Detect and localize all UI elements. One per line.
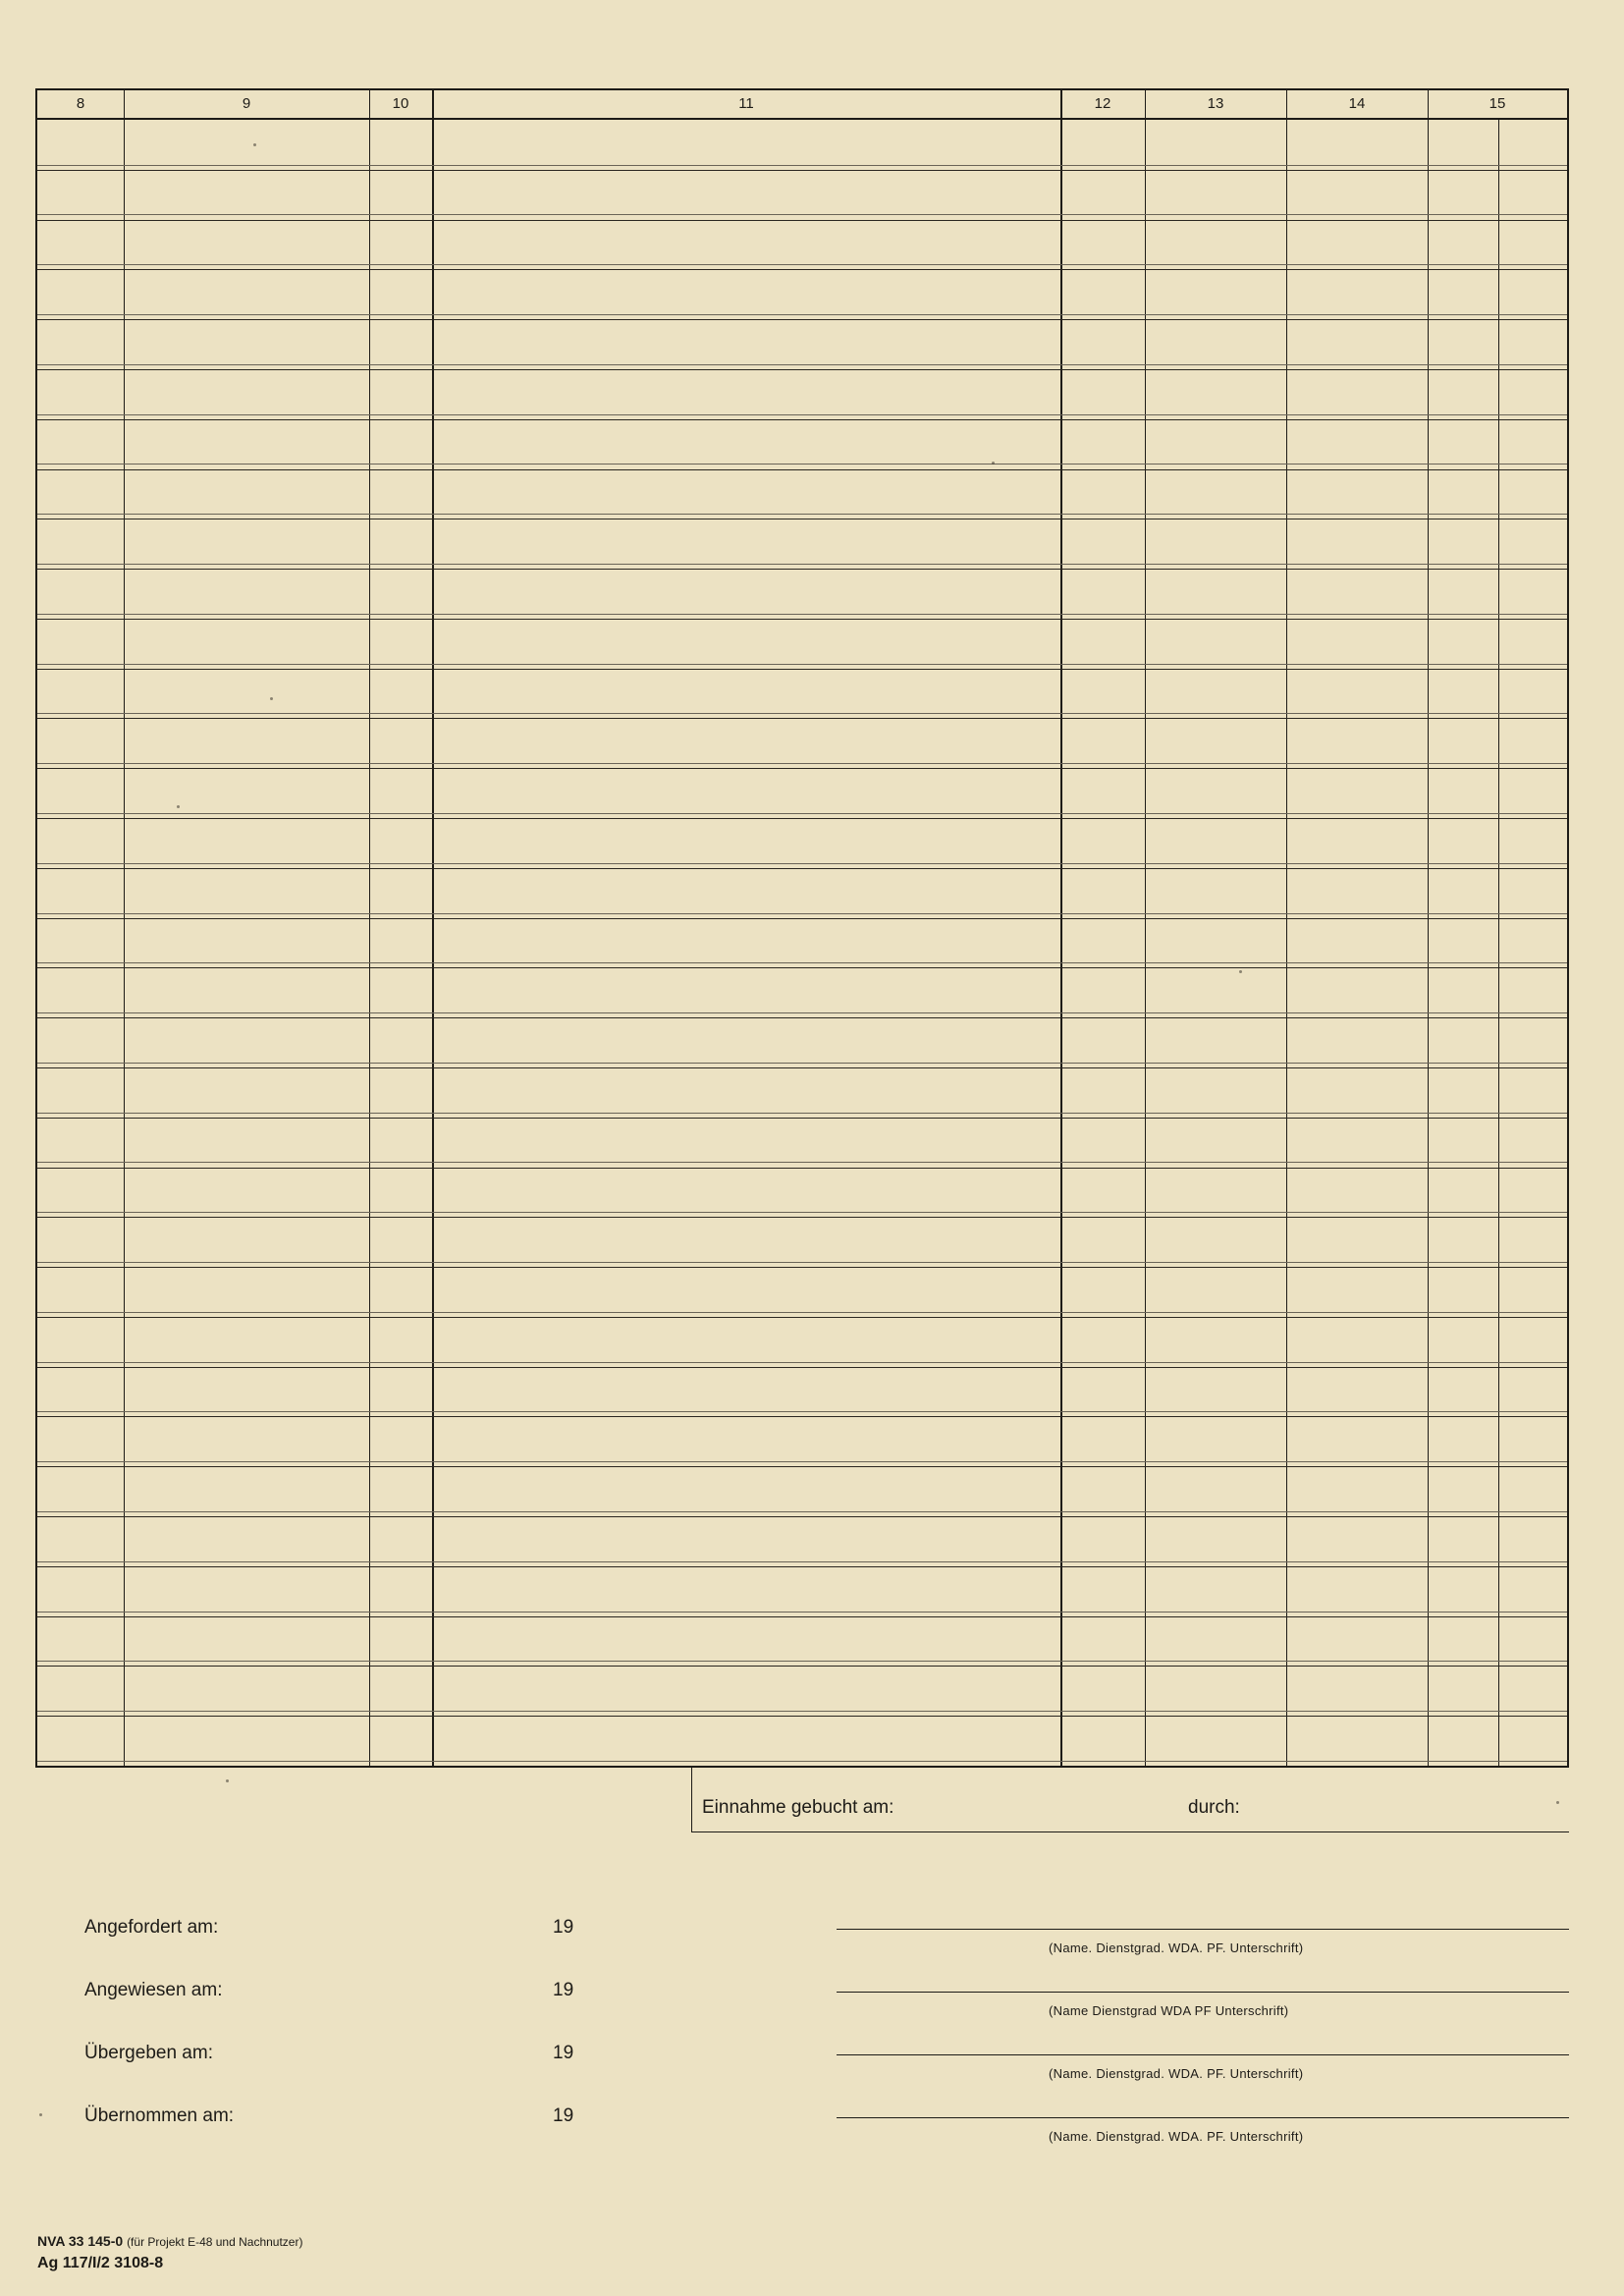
print-code: Ag 117/I/2 3108-8	[37, 2255, 164, 2271]
row-divider	[37, 1217, 1567, 1218]
column-header-10: 10	[392, 95, 409, 112]
column-header-9: 9	[242, 95, 251, 112]
row-subdivider	[37, 1612, 1567, 1613]
column-header-12: 12	[1094, 95, 1111, 112]
row-divider	[37, 1017, 1567, 1018]
row-divider	[37, 818, 1567, 819]
row-divider	[37, 1666, 1567, 1667]
row-subdivider	[37, 564, 1567, 565]
paper-speck	[226, 1779, 229, 1782]
signature-line[interactable]	[837, 2117, 1569, 2118]
form-number-code: NVA 33 145-0	[37, 2233, 124, 2249]
einnahme-gebucht-label: Einnahme gebucht am:	[702, 1797, 894, 1818]
signature-line[interactable]	[837, 2054, 1569, 2055]
row-subdivider	[37, 1063, 1567, 1064]
row-subdivider	[37, 464, 1567, 465]
column-header-8: 8	[76, 95, 85, 112]
row-subdivider	[37, 913, 1567, 914]
row-divider	[37, 967, 1567, 968]
row-subdivider	[37, 1212, 1567, 1213]
row-divider	[37, 369, 1567, 370]
row-divider	[37, 1067, 1567, 1068]
paper-speck	[39, 2113, 42, 2116]
column-header-11: 11	[738, 95, 754, 112]
column-header-row	[37, 90, 1567, 120]
column-header-14: 14	[1348, 95, 1366, 112]
signature-row-angefordert	[0, 1917, 1624, 1976]
row-subdivider	[37, 414, 1567, 415]
row-divider	[37, 419, 1567, 420]
signature-line[interactable]	[837, 1992, 1569, 1993]
row-subdivider	[37, 813, 1567, 814]
row-divider	[37, 170, 1567, 171]
signature-caption: (Name. Dienstgrad. WDA. PF. Unterschrift)	[1049, 2066, 1304, 2081]
row-subdivider	[37, 1661, 1567, 1662]
row-divider	[37, 1267, 1567, 1268]
row-subdivider	[37, 763, 1567, 764]
row-divider	[37, 718, 1567, 719]
signature-caption: (Name. Dienstgrad. WDA. PF. Unterschrift)	[1049, 2129, 1304, 2144]
row-subdivider	[37, 1461, 1567, 1462]
row-subdivider	[37, 1162, 1567, 1163]
signature-row-angewiesen	[0, 1980, 1624, 2039]
paper-speck	[1239, 970, 1242, 973]
row-subdivider	[37, 1312, 1567, 1313]
signature-year: 19	[553, 2105, 574, 2126]
row-subdivider	[37, 1411, 1567, 1412]
row-subdivider	[37, 863, 1567, 864]
row-divider	[37, 1716, 1567, 1717]
row-subdivider	[37, 314, 1567, 315]
row-divider	[37, 1616, 1567, 1617]
signature-line[interactable]	[837, 1929, 1569, 1930]
paper-speck	[1556, 1801, 1559, 1804]
row-subdivider	[37, 514, 1567, 515]
paper-speck	[177, 805, 180, 808]
column-header-15: 15	[1489, 95, 1506, 112]
row-subdivider	[37, 713, 1567, 714]
row-subdivider	[37, 614, 1567, 615]
row-divider	[37, 469, 1567, 470]
column-header-13: 13	[1207, 95, 1224, 112]
signature-year: 19	[553, 1917, 574, 1938]
row-subdivider	[37, 1362, 1567, 1363]
ledger-table	[35, 88, 1569, 1768]
signature-row-uebergeben	[0, 2043, 1624, 2102]
paper-speck	[992, 462, 995, 465]
signature-caption: (Name. Dienstgrad. WDA. PF. Unterschrift)	[1049, 1941, 1304, 1955]
row-divider	[37, 569, 1567, 570]
row-divider	[37, 220, 1567, 221]
row-subdivider	[37, 1113, 1567, 1114]
signature-label: Übergeben am:	[84, 2043, 213, 2063]
row-subdivider	[37, 1561, 1567, 1562]
row-subdivider	[37, 1711, 1567, 1712]
row-subdivider	[37, 664, 1567, 665]
row-divider	[37, 918, 1567, 919]
row-divider	[37, 1466, 1567, 1467]
row-divider	[37, 1566, 1567, 1567]
row-divider	[37, 319, 1567, 320]
row-subdivider	[37, 1761, 1567, 1762]
row-subdivider	[37, 364, 1567, 365]
row-subdivider	[37, 165, 1567, 166]
signature-year: 19	[553, 1980, 574, 2000]
paper-speck	[270, 697, 273, 700]
row-divider	[37, 669, 1567, 670]
signature-caption: (Name Dienstgrad WDA PF Unterschrift)	[1049, 2003, 1289, 2018]
form-number	[37, 2233, 302, 2249]
row-divider	[37, 868, 1567, 869]
signature-row-uebernommen	[0, 2105, 1624, 2164]
row-subdivider	[37, 214, 1567, 215]
row-divider	[37, 1416, 1567, 1417]
row-divider	[37, 1317, 1567, 1318]
signature-label: Angefordert am:	[84, 1917, 219, 1938]
row-divider	[37, 269, 1567, 270]
signature-year: 19	[553, 2043, 574, 2063]
row-divider	[37, 1516, 1567, 1517]
row-divider	[37, 768, 1567, 769]
row-subdivider	[37, 1262, 1567, 1263]
einnahme-durch-label: durch:	[1188, 1797, 1240, 1818]
row-divider	[37, 1168, 1567, 1169]
row-subdivider	[37, 1511, 1567, 1512]
ledger-rows	[37, 120, 1567, 1768]
form-number-note: (für Projekt E-48 und Nachnutzer)	[127, 2235, 303, 2249]
row-subdivider	[37, 264, 1567, 265]
row-divider	[37, 619, 1567, 620]
row-divider	[37, 1367, 1567, 1368]
row-subdivider	[37, 1012, 1567, 1013]
row-divider	[37, 1118, 1567, 1119]
signature-label: Übernommen am:	[84, 2105, 235, 2126]
paper-speck	[253, 143, 256, 146]
row-subdivider	[37, 962, 1567, 963]
einnahme-box	[691, 1768, 1569, 1832]
signature-label: Angewiesen am:	[84, 1980, 223, 2000]
